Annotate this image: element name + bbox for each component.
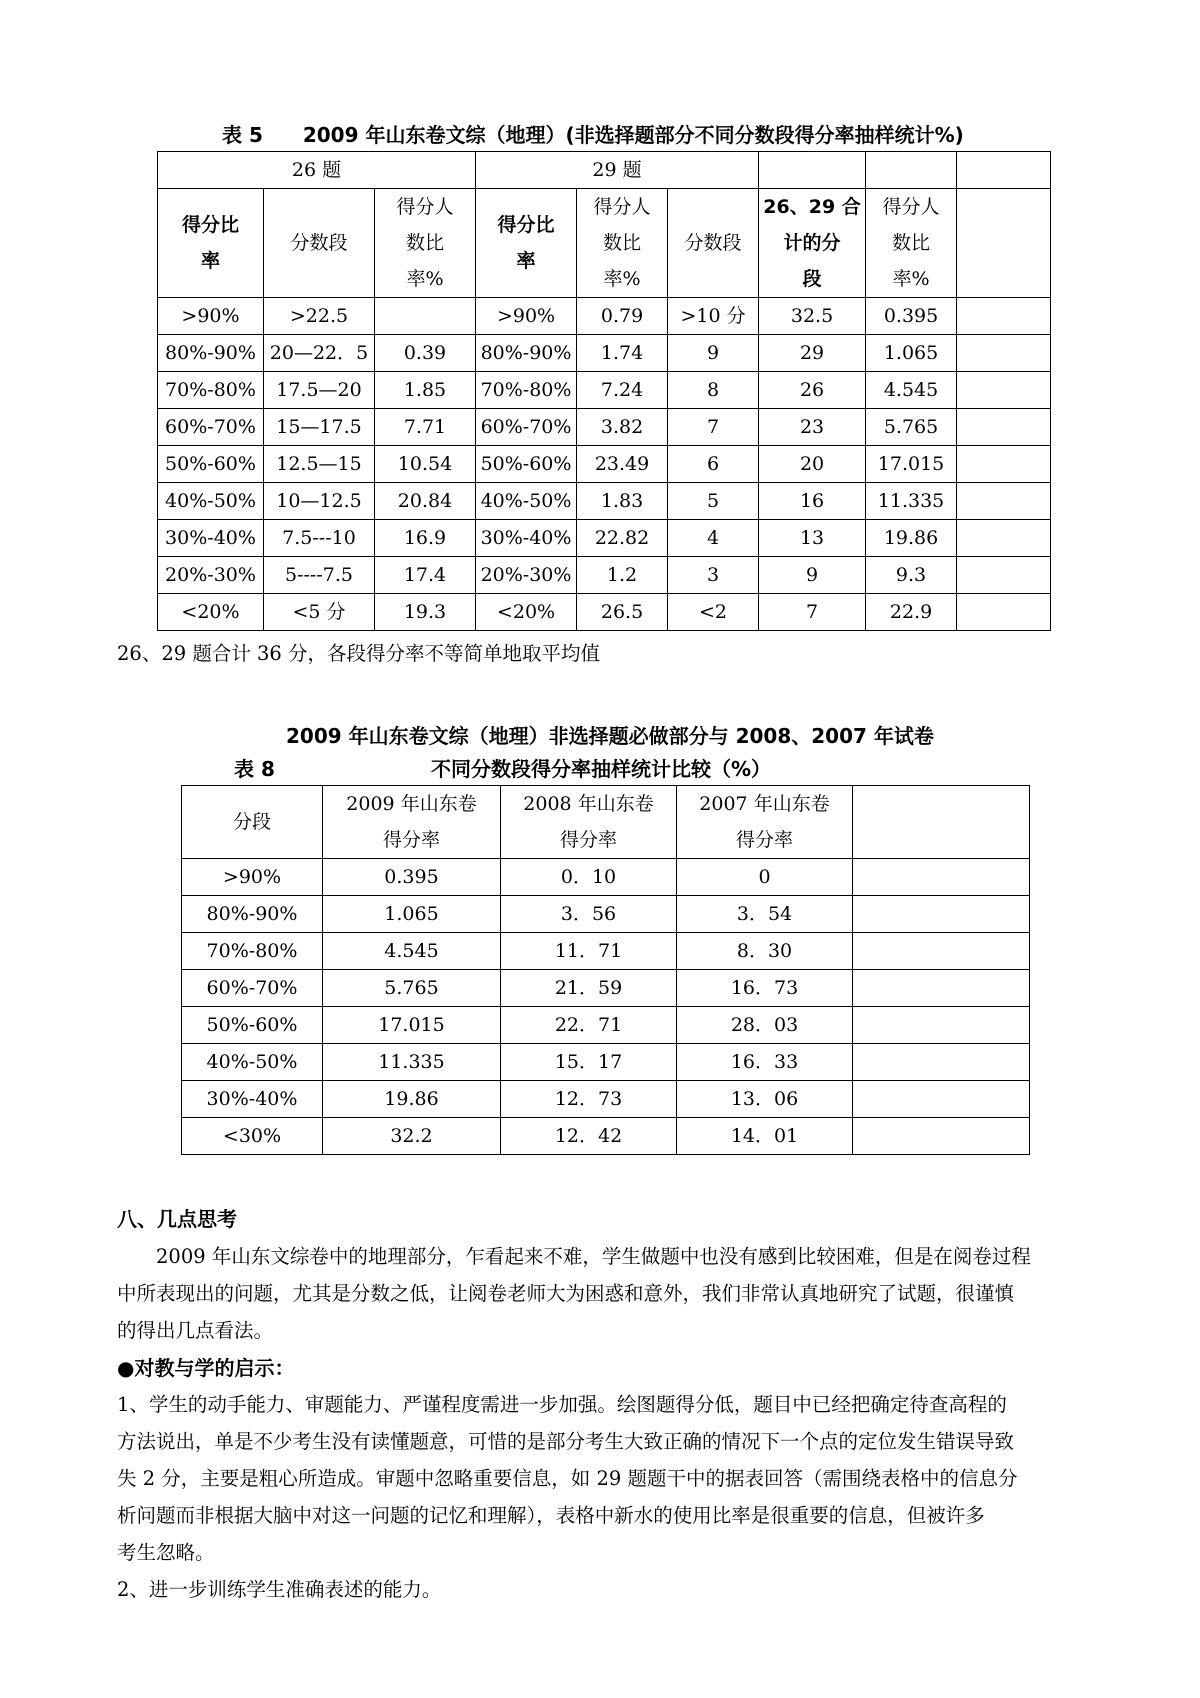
table5-header-row2 — [158, 189, 1051, 298]
table-cell: 4.545 — [323, 933, 501, 970]
header-range-a: 分数段 — [264, 189, 375, 298]
table-row — [158, 446, 1051, 483]
table-cell: 7.24 — [577, 372, 668, 409]
empty-cell — [853, 859, 1030, 896]
table-cell: <20% — [158, 594, 264, 631]
table-cell: 11．71 — [501, 933, 677, 970]
table-cell: 30%-40% — [182, 1081, 323, 1118]
empty-cell — [957, 557, 1051, 594]
table-cell: 7 — [668, 409, 759, 446]
table-cell: 20—22．5 — [264, 335, 375, 372]
table-cell: 16.9 — [375, 520, 476, 557]
table-cell: 50%-60% — [182, 1007, 323, 1044]
table-row — [182, 859, 1030, 896]
table-cell: 60%-70% — [158, 409, 264, 446]
header-2008: 2008 年山东卷 得分率 — [501, 786, 677, 859]
table-cell: 6 — [668, 446, 759, 483]
table-cell: 70%-80% — [158, 372, 264, 409]
empty-cell — [853, 1007, 1030, 1044]
table-row — [158, 483, 1051, 520]
table-cell: >22.5 — [264, 298, 375, 335]
table-cell: 30%-40% — [158, 520, 264, 557]
table-cell: 80%-90% — [476, 335, 577, 372]
header-pct-c: 得分人 数比 率% — [866, 189, 957, 298]
table-cell: 10—12.5 — [264, 483, 375, 520]
table-cell: 9 — [759, 557, 866, 594]
table-cell: 5----7.5 — [264, 557, 375, 594]
table-cell: 60%-70% — [476, 409, 577, 446]
paragraph-line: 的得出几点看法。 — [117, 1319, 274, 1342]
table-row — [182, 1007, 1030, 1044]
empty-cell — [957, 483, 1051, 520]
table5-caption — [222, 119, 964, 148]
header-combined: 26、29 合 计的分 段 — [759, 189, 866, 298]
empty-cell — [957, 446, 1051, 483]
table-row — [182, 896, 1030, 933]
table8-body — [182, 859, 1030, 1155]
table-cell: >90% — [158, 298, 264, 335]
table-cell: 17.4 — [375, 557, 476, 594]
table-cell: 5.765 — [866, 409, 957, 446]
header-rate-b: 得分比 率 — [476, 189, 577, 298]
table8-title-line1: 2009 年山东卷文综（地理）非选择题必做部分与 2008、2007 年试卷 — [286, 724, 934, 748]
empty-cell — [853, 933, 1030, 970]
table-cell: 4 — [668, 520, 759, 557]
table-cell: 20.84 — [375, 483, 476, 520]
table-cell: 12.5—15 — [264, 446, 375, 483]
table-cell: 16 — [759, 483, 866, 520]
table-cell: 5.765 — [323, 970, 501, 1007]
empty-cell — [957, 520, 1051, 557]
table-row — [182, 1081, 1030, 1118]
table-cell: 19.86 — [323, 1081, 501, 1118]
header-empty-cell — [866, 152, 957, 189]
table-cell: <5 分 — [264, 594, 375, 631]
table-cell: 15．17 — [501, 1044, 677, 1081]
table-row — [182, 970, 1030, 1007]
header-q26: 26 题 — [158, 152, 476, 189]
table-cell: 0.395 — [323, 859, 501, 896]
table-cell: 10.54 — [375, 446, 476, 483]
header-pct-a: 得分人 数比 率% — [375, 189, 476, 298]
empty-cell — [853, 1081, 1030, 1118]
table-cell: 0．10 — [501, 859, 677, 896]
table-cell: 40%-50% — [476, 483, 577, 520]
empty-cell — [957, 335, 1051, 372]
item-1-line: 失 2 分，主要是粗心所造成。审题中忽略重要信息，如 29 题题干中的据表回答（需围绕表格中的信息分 — [117, 1467, 1018, 1490]
table-cell: 8 — [668, 372, 759, 409]
table-cell: 17.015 — [323, 1007, 501, 1044]
table-cell: 7.5---10 — [264, 520, 375, 557]
table-cell: 0.39 — [375, 335, 476, 372]
table-cell: 60%-70% — [182, 970, 323, 1007]
table-row — [158, 520, 1051, 557]
table-cell: >10 分 — [668, 298, 759, 335]
table-cell: 50%-60% — [476, 446, 577, 483]
table-row — [158, 335, 1051, 372]
header-pct-b: 得分人 数比 率% — [577, 189, 668, 298]
table-cell: 3.82 — [577, 409, 668, 446]
empty-cell — [853, 896, 1030, 933]
table-cell: 7 — [759, 594, 866, 631]
table8 — [181, 785, 1030, 1155]
item-1-line: 析问题而非根据大脑中对这一问题的记忆和理解），表格中新水的使用比率是很重要的信息，但被许多 — [117, 1504, 985, 1527]
table-cell: 32.2 — [323, 1118, 501, 1155]
table-row — [182, 1118, 1030, 1155]
table-cell: 3．54 — [677, 896, 853, 933]
item-1-line: 方法说出，单是不少考生没有读懂题意，可惜的是部分考生大致正确的情况下一个点的定位发生错误导致 — [117, 1430, 1015, 1453]
empty-cell — [957, 409, 1051, 446]
header-segment: 分段 — [182, 786, 323, 859]
table-cell: 21．59 — [501, 970, 677, 1007]
header-empty-cell — [759, 152, 866, 189]
header-q29: 29 题 — [476, 152, 759, 189]
item-1-line: 考生忽略。 — [117, 1541, 215, 1564]
table-cell: >90% — [476, 298, 577, 335]
table5-note: 26、29 题合计 36 分，各段得分率不等简单地取平均值 — [117, 642, 601, 665]
bullet-heading: ●对教与学的启示： — [117, 1356, 295, 1380]
table-cell: 4.545 — [866, 372, 957, 409]
table-cell: 70%-80% — [476, 372, 577, 409]
empty-cell — [957, 298, 1051, 335]
table-cell: 8．30 — [677, 933, 853, 970]
table-cell: 22.82 — [577, 520, 668, 557]
table-row — [182, 933, 1030, 970]
table-cell: 23.49 — [577, 446, 668, 483]
table5-body — [158, 298, 1051, 631]
table-cell: 3 — [668, 557, 759, 594]
empty-cell — [957, 594, 1051, 631]
table-cell: 20%-30% — [476, 557, 577, 594]
table5-title: 2009 年山东卷文综（地理）(非选择题部分不同分数段得分率抽样统计%) — [302, 123, 964, 147]
table-cell: 1.065 — [866, 335, 957, 372]
table-cell: 1.85 — [375, 372, 476, 409]
table-cell: 26 — [759, 372, 866, 409]
table-cell: <30% — [182, 1118, 323, 1155]
table-cell: 1.2 — [577, 557, 668, 594]
table-cell: 17.5—20 — [264, 372, 375, 409]
table8-label: 表 8 — [234, 757, 275, 781]
table-row — [182, 1044, 1030, 1081]
table-cell: 80%-90% — [158, 335, 264, 372]
table-cell: 32.5 — [759, 298, 866, 335]
table-cell: 13 — [759, 520, 866, 557]
empty-cell — [853, 970, 1030, 1007]
table-cell: 1.065 — [323, 896, 501, 933]
header-empty-cell — [853, 786, 1030, 859]
table-cell: 15—17.5 — [264, 409, 375, 446]
table-cell: 26.5 — [577, 594, 668, 631]
table-cell: 40%-50% — [158, 483, 264, 520]
table8-title-line2: 不同分数段得分率抽样统计比较（%） — [431, 757, 772, 781]
table-cell: 13．06 — [677, 1081, 853, 1118]
table-row — [158, 557, 1051, 594]
table-cell: 70%-80% — [182, 933, 323, 970]
table-cell: 11.335 — [323, 1044, 501, 1081]
table-cell: 17.015 — [866, 446, 957, 483]
empty-cell — [957, 372, 1051, 409]
table-cell: 20 — [759, 446, 866, 483]
paragraph-line: 中所表现出的问题，尤其是分数之低，让阅卷老师大为困惑和意外，我们非常认真地研究了试题，很谨慎 — [117, 1282, 1015, 1305]
table-cell: 0.79 — [577, 298, 668, 335]
table-cell: 22．71 — [501, 1007, 677, 1044]
table-cell: 19.86 — [866, 520, 957, 557]
table-cell: 29 — [759, 335, 866, 372]
table-cell: 19.3 — [375, 594, 476, 631]
table-cell: 0.395 — [866, 298, 957, 335]
section-heading: 八、几点思考 — [117, 1207, 237, 1231]
table-cell: 7.71 — [375, 409, 476, 446]
table-row — [158, 298, 1051, 335]
item-2: 2、进一步训练学生准确表述的能力。 — [117, 1578, 442, 1601]
table-row — [158, 372, 1051, 409]
table-cell: 9 — [668, 335, 759, 372]
table-cell: 40%-50% — [182, 1044, 323, 1081]
table-row — [158, 409, 1051, 446]
table-cell: 28．03 — [677, 1007, 853, 1044]
table-cell: 1.74 — [577, 335, 668, 372]
table-cell: 22.9 — [866, 594, 957, 631]
table-cell: 16．73 — [677, 970, 853, 1007]
table-cell: <2 — [668, 594, 759, 631]
empty-cell — [853, 1044, 1030, 1081]
table8-header-row — [182, 786, 1030, 859]
table-cell: 50%-60% — [158, 446, 264, 483]
header-2007: 2007 年山东卷 得分率 — [677, 786, 853, 859]
table-cell — [375, 298, 476, 335]
table-cell: 30%-40% — [476, 520, 577, 557]
table5 — [157, 151, 1051, 631]
table-cell: 3．56 — [501, 896, 677, 933]
header-2009: 2009 年山东卷 得分率 — [323, 786, 501, 859]
table-cell: 11.335 — [866, 483, 957, 520]
item-1 — [117, 1386, 1107, 1571]
table5-header-row1 — [158, 152, 1051, 189]
table-cell: 12．42 — [501, 1118, 677, 1155]
table-cell: 14．01 — [677, 1118, 853, 1155]
item-1-line: 1、学生的动手能力、审题能力、严谨程度需进一步加强。绘图题得分低，题目中已经把确定待查高程的 — [117, 1393, 1007, 1416]
table-cell: 80%-90% — [182, 896, 323, 933]
table-cell: 1.83 — [577, 483, 668, 520]
header-range-b: 分数段 — [668, 189, 759, 298]
table-cell: 0 — [677, 859, 853, 896]
table-cell: 23 — [759, 409, 866, 446]
table-cell: 12．73 — [501, 1081, 677, 1118]
section-paragraph — [117, 1238, 1107, 1349]
table-cell: 9.3 — [866, 557, 957, 594]
paragraph-line: 2009 年山东文综卷中的地理部分，乍看起来不难，学生做题中也没有感到比较困难，但是在阅卷过程 — [156, 1245, 1031, 1268]
header-empty-cell — [957, 189, 1051, 298]
table-cell: <20% — [476, 594, 577, 631]
table-cell: 16．33 — [677, 1044, 853, 1081]
table-cell: 20%-30% — [158, 557, 264, 594]
header-rate-a: 得分比 率 — [158, 189, 264, 298]
header-empty-cell — [957, 152, 1051, 189]
table-cell: >90% — [182, 859, 323, 896]
table-cell: 5 — [668, 483, 759, 520]
empty-cell — [853, 1118, 1030, 1155]
table-row — [158, 594, 1051, 631]
table5-label: 表 5 — [222, 123, 263, 147]
